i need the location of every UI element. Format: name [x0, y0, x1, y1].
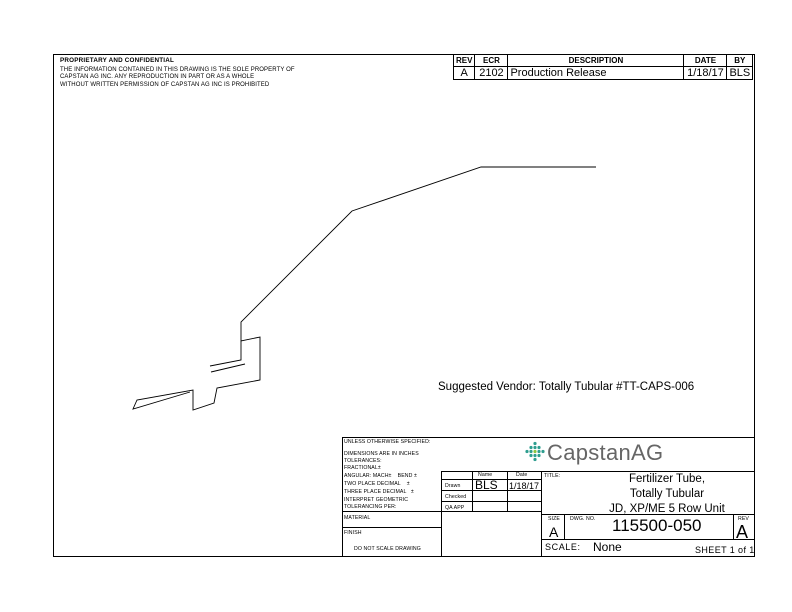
qa-label: QA APP: [445, 505, 465, 511]
tolerance-three-place: THREE PLACE DECIMAL ±: [344, 489, 414, 495]
size-divider: [564, 514, 565, 539]
title-line-2: Totally Tubular: [629, 488, 705, 500]
proprietary-line-3: WITHOUT WRITTEN PERMISSION OF CAPSTAN AG INC IS PROHIBITED: [60, 81, 270, 88]
title-block-left-line: [342, 437, 343, 557]
scale-label: SCALE:: [545, 542, 581, 552]
finish-label: FINISH: [344, 530, 362, 536]
tolerance-angular: ANGULAR: MACH± BEND ±: [344, 473, 417, 479]
dwg-label: DWG. NO.: [570, 516, 596, 522]
tolerance-unless: UNLESS OTHERWISE SPECIFIED:: [344, 439, 431, 445]
rev-header: REV: [454, 55, 475, 67]
scale-top-line: [541, 539, 755, 540]
approvals-checked-line: [441, 501, 541, 502]
approvals-col-1: [472, 471, 473, 511]
vendor-note: Suggested Vendor: Totally Tubular #TT-CAPS-006: [438, 381, 695, 393]
title-label: TITLE:: [544, 473, 561, 479]
approvals-col-2: [507, 471, 508, 511]
title-line-3: JD, XP/ME 5 Row Unit: [609, 503, 725, 515]
scale-value: None: [593, 540, 622, 554]
rev-cell: A: [454, 67, 475, 80]
description-header: DESCRIPTION: [508, 55, 684, 67]
dwg-number: 115500-050: [612, 516, 702, 535]
proprietary-line-1: THE INFORMATION CONTAINED IN THIS DRAWING IS THE SOLE PROPERTY OF: [60, 67, 295, 73]
tolerance-label: TOLERANCES:: [344, 458, 382, 464]
tolerance-dims: DIMENSIONS ARE IN INCHES: [344, 451, 419, 457]
drawn-label: Drawn: [445, 483, 461, 489]
tube-profile: [133, 167, 596, 410]
tolerance-two-place: TWO PLACE DECIMAL ±: [344, 481, 410, 487]
proprietary-title: PROPRIETARY AND CONFIDENTIAL: [60, 57, 175, 64]
checked-label: Checked: [445, 494, 467, 500]
approvals-name-header: Name: [478, 472, 493, 478]
by-cell: BLS: [727, 67, 753, 80]
rev-label: REV: [738, 516, 749, 522]
capstan-logo-icon: [524, 441, 546, 463]
date-header: DATE: [684, 55, 727, 67]
title-block-top-line: [342, 437, 755, 438]
company-name-a: Capstan: [547, 440, 632, 465]
finish-line: [342, 527, 441, 528]
rev-value: A: [736, 522, 749, 542]
size-label: SIZE: [548, 516, 560, 522]
tolerance-fractional: FRACTIONAL±: [344, 465, 381, 471]
tube-inner-edge: [210, 341, 241, 366]
size-value: A: [549, 524, 559, 540]
description-cell: Production Release: [508, 67, 684, 80]
do-not-scale-note: DO NOT SCALE DRAWING: [354, 546, 421, 552]
material-line: [342, 511, 541, 512]
drawn-name: BLS: [475, 478, 498, 492]
company-name: [547, 440, 663, 466]
approvals-date-header: Date: [516, 472, 528, 478]
sheet-number: SHEET 1 of 1: [695, 545, 755, 555]
ecr-header: ECR: [475, 55, 508, 67]
tolerance-divider: [441, 471, 442, 557]
title-line-1: Fertilizer Tube,: [628, 473, 706, 485]
ecr-cell: 2102: [475, 67, 508, 80]
rev-divider: [733, 514, 734, 539]
by-header: BY: [727, 55, 753, 67]
proprietary-line-2: CAPSTAN AG INC. ANY REPRODUCTION IN PART OR AS A WHOLE: [60, 74, 255, 81]
tolerance-interpret-1: INTERPRET GEOMETRIC: [344, 497, 409, 503]
material-label: MATERIAL: [344, 515, 371, 521]
company-name-b: AG: [631, 440, 664, 465]
drawn-date: 1/18/17: [509, 481, 540, 491]
drawing-title: [583, 472, 751, 517]
date-cell: 1/18/17: [684, 67, 727, 80]
tolerance-interpret-2: TOLERANCING PER:: [344, 504, 397, 510]
